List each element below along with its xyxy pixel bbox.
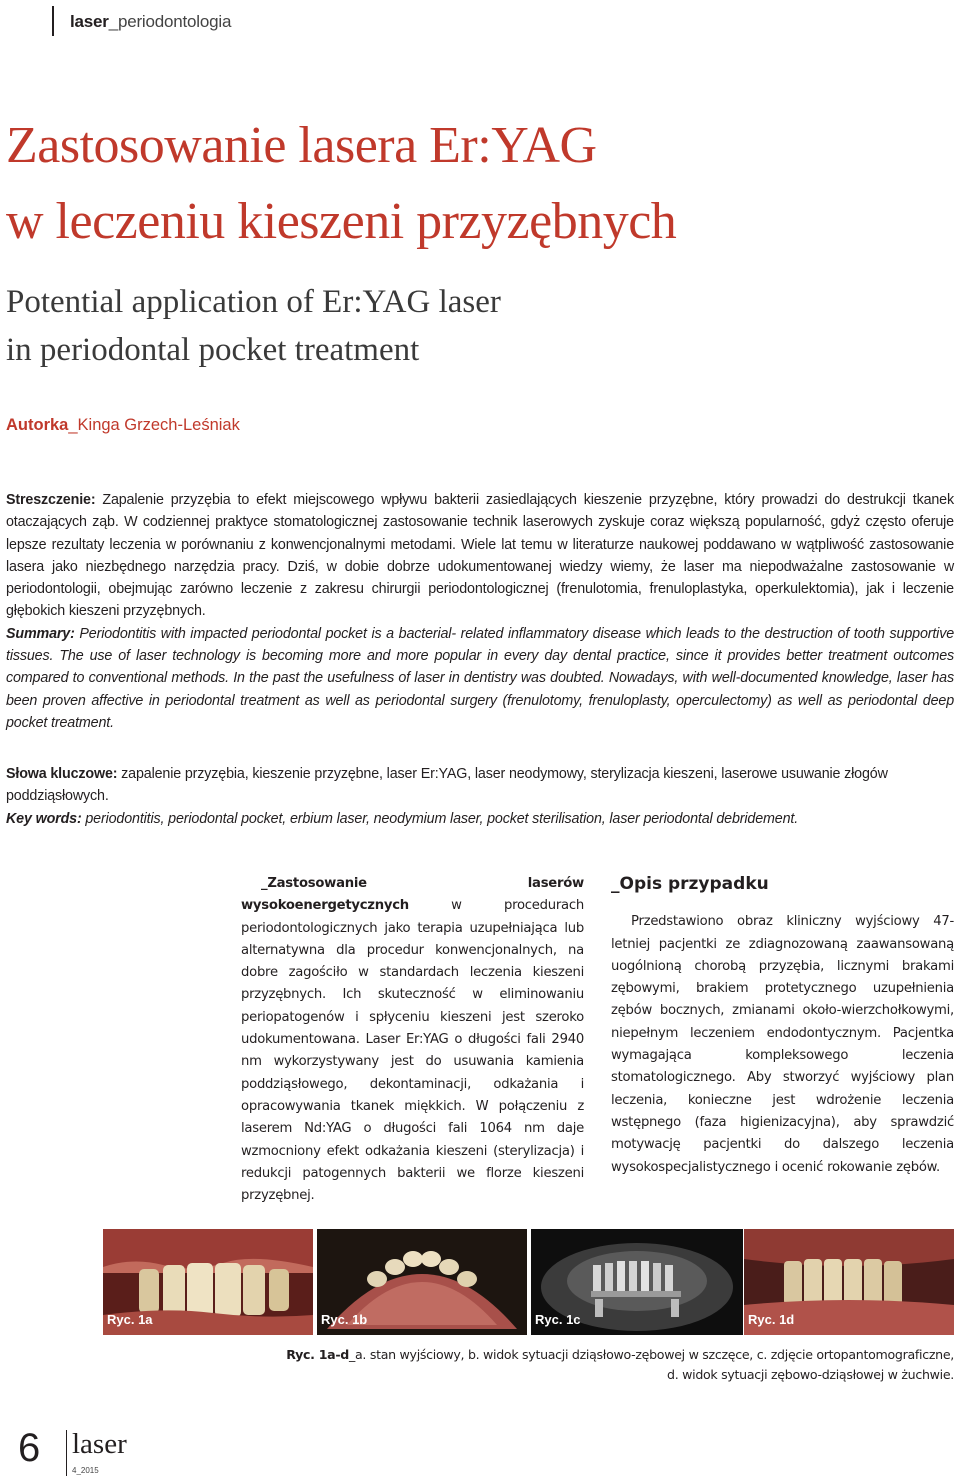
abstract-en-label: Summary: xyxy=(6,625,75,642)
figure-caption-text: _a. stan wyjściowy, b. widok sytuacji dziąsłowo-zębowej w szczęce, c. zdjęcie ortopantomograficzne, xyxy=(349,1347,954,1362)
figure-1b xyxy=(317,1229,527,1335)
figure-caption-line2: d. widok sytuacji zębowo-dziąsłowej w żuchwie. xyxy=(667,1367,954,1382)
title-en-line1: Potential application of Er:YAG laser xyxy=(6,284,501,320)
figure-1c xyxy=(531,1229,743,1335)
left-column-paragraph xyxy=(241,873,584,1207)
author-line xyxy=(6,416,240,435)
abstract-pl xyxy=(6,489,954,623)
header-rule xyxy=(52,6,54,36)
figure-1d-label: Ryc. 1d xyxy=(748,1312,795,1327)
section-header-bold: laser xyxy=(70,12,109,31)
issue-number: 4_2015 xyxy=(72,1466,99,1475)
abstract-en xyxy=(6,623,954,734)
right-column xyxy=(611,873,954,1179)
magazine-name: laser xyxy=(72,1428,127,1460)
keywords-pl xyxy=(6,763,954,808)
figure-1b-label: Ryc. 1b xyxy=(321,1312,368,1327)
keywords xyxy=(6,763,954,830)
page-number: 6 xyxy=(18,1426,41,1470)
footer-rule xyxy=(66,1430,67,1476)
figure-1d xyxy=(744,1229,954,1335)
author-label: Autorka xyxy=(6,416,69,434)
title-en-line2: in periodontal pocket treatment xyxy=(6,332,420,368)
left-column xyxy=(241,873,584,1207)
author-name: _Kinga Grzech-Leśniak xyxy=(68,416,240,434)
abstract-en-text: Periodontitis with impacted periodontal pocket is a bacterial- related inflammatory disease which leads to the destruction of tooth supportive tissues. The use of laser technology is becoming more and more popular in every day dental practice, since it provides better treatment outcomes compared to conventional methods. In the past the usefulness of laser in dentistry was doubted. Nowadays, with well-documented knowledge, laser has been proven affective in periodontal treatment as well as periodontal surgery (frenulotomy, frenuloplasty, operculectomy) as well as periodontal deep pocket treatment. xyxy=(6,625,954,731)
abstract-pl-text: Zapalenie przyzębia to efekt miejscowego wpływu bakterii zasiedlających kieszenie przyzębne, który prowadzi do destrukcji tkanek otaczających ząb. W codziennej praktyce stomatologicznej zastosowanie technik laserowych zyskuje coraz większą popularność, gdyż często oferuje lepsze rezultaty leczenia w porównaniu z konwencjonalnymi metodami. Wiele lat temu w literaturze naukowej poddawano w wątpliwość zastosowanie lasera jako niezbędnego narzędzia pracy. Dziś, w dobie dobrze udokumentowanej wiedzy wiemy, że laser ma niepodważalne zastosowanie w periodontologii, obejmując zarówno leczenie z zakresu chirurgii periodontologicznej (frenulotomia, frenuloplastyka, operkulektomia), jak i leczenie głębokich kieszeni przyzębnych. xyxy=(6,492,954,620)
keywords-en-label: Key words: xyxy=(6,810,82,827)
figure-1a xyxy=(103,1229,313,1335)
figure-caption-line1 xyxy=(200,1345,954,1365)
section-header-rest: _periodontologia xyxy=(108,12,232,31)
case-heading: _Opis przypadku xyxy=(611,874,769,894)
figure-1a-label: Ryc. 1a xyxy=(107,1312,153,1327)
figure-1c-label: Ryc. 1c xyxy=(535,1312,581,1327)
left-column-text: w procedurach periodontologicznych jako terapia uzupełniająca lub alternatywna dla procedur konwencjonalnych, na dobre zagościło w standardach leczenia kieszeni przyzębnych. Ich skuteczność w eliminowaniu periopatogenów i spłyceniu kieszeni jest szeroko udokumentowana. Laser Er:YAG o długości fali 2940 nm wykorzystywany jest do usuwania kamienia poddziąsłowego, dekontaminacji, odkażania i opracowywania tkanek miękkich. W połączeniu z laserem Nd:YAG o długości fali 1064 nm daje wzmocniony efekt odkażania kieszeni (sterylizacja) i redukcji patogennych bakterii we florze kieszeni przyzębnej. xyxy=(241,898,584,1204)
keywords-en xyxy=(6,808,954,830)
keywords-pl-text: zapalenie przyzębia, kieszenie przyzębne, laser Er:YAG, laser neodymowy, sterylizacja kieszeni, laserowe usuwanie złogów poddziąsłowych. xyxy=(6,766,888,805)
title-pl-line2: w leczeniu kieszeni przyzębnych xyxy=(6,193,677,250)
section-header xyxy=(70,12,231,32)
keywords-pl-label: Słowa kluczowe: xyxy=(6,766,118,782)
figure-caption xyxy=(200,1345,954,1385)
abstract xyxy=(6,489,954,734)
case-text: Przedstawiono obraz kliniczny wyjściowy 47-letniej pacjentki ze zdiagnozowaną zaawansowaną uogólnioną chorobą przyzębia, licznymi brakami zębowymi, brakiem protetycznego uzupełnienia zębów bocznych, zmianami około-wierzchołkowymi, niepełnym leczeniem endodontycznym. Pacjentka wymagająca kompleksowego leczenia stomatologicznego. Aby stworzyć wyjściowy plan leczenia, konieczne jest wdrożenie leczenia wstępnego (faza higienizacyjna), aby sprawdzić motywację pacjentki do dalszego leczenia wysokospecjalistycznego i ocenić rokowanie zębów. xyxy=(611,914,954,1175)
abstract-pl-label: Streszczenie: xyxy=(6,492,96,508)
left-column-lead: _Zastosowanie laserów wysokoenergetycznych xyxy=(241,876,584,914)
title-pl-line1: Zastosowanie lasera Er:YAG xyxy=(6,117,597,174)
figure-caption-label: Ryc. 1a-d xyxy=(286,1347,350,1362)
keywords-en-text: periodontitis, periodontal pocket, erbium laser, neodymium laser, pocket sterilisation, laser periodontal debridement. xyxy=(81,810,799,827)
